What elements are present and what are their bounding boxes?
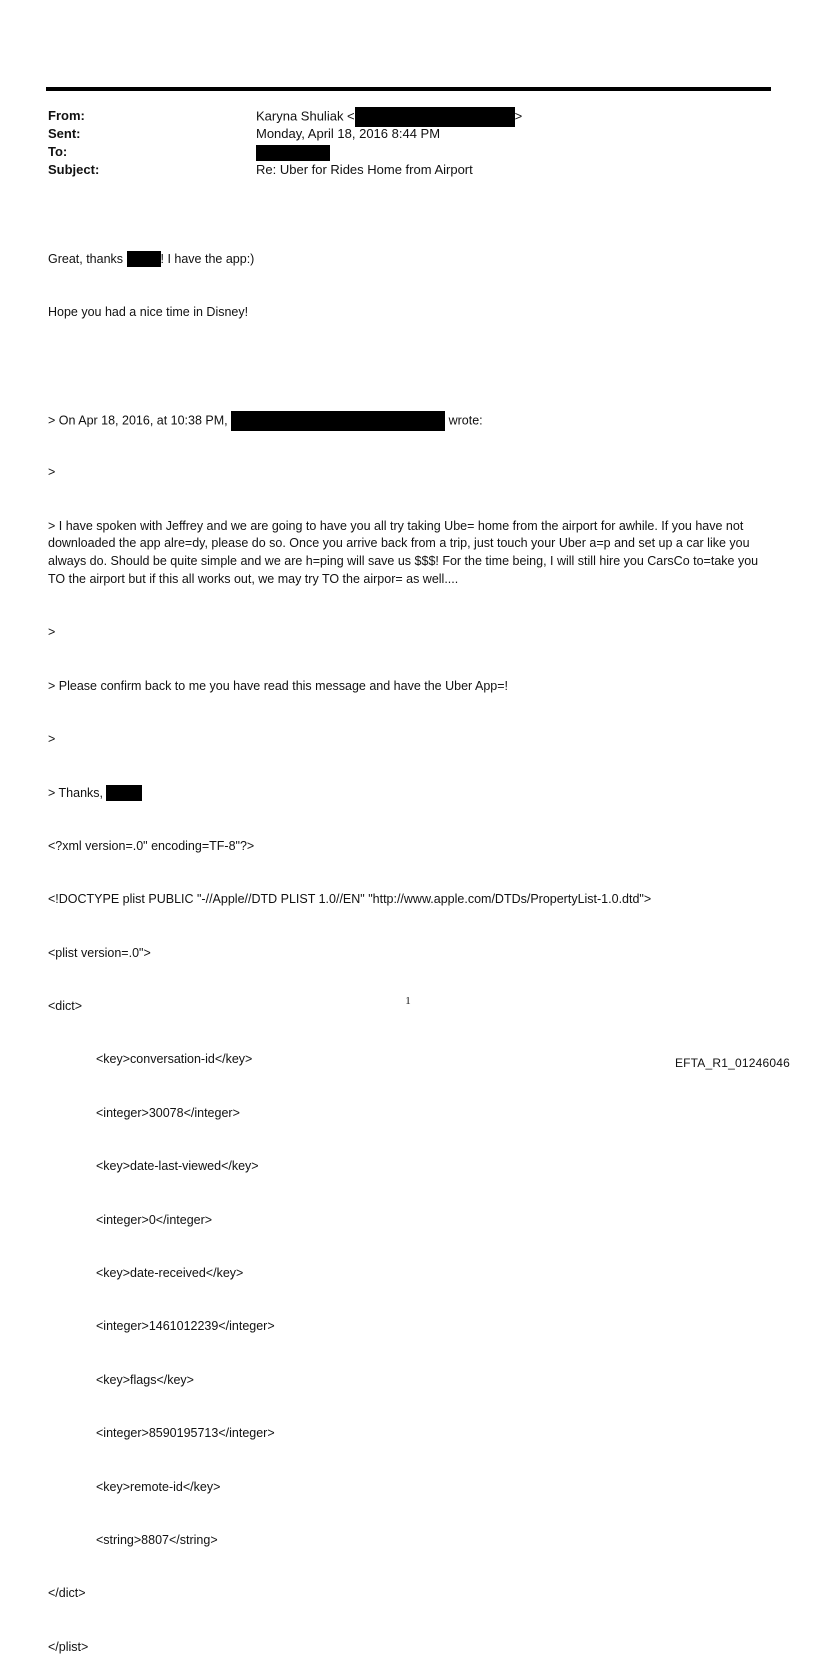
plist-entry: <key>date-last-viewed</key>	[96, 1159, 259, 1174]
to-value	[256, 143, 330, 161]
xml-declaration: <?xml version=.0" encoding=TF-8"?>	[48, 838, 255, 853]
redaction-block	[355, 107, 515, 127]
quote-marker: >	[48, 465, 56, 480]
subject-label: Subject:	[48, 162, 100, 177]
greeting-line	[48, 251, 778, 269]
plist-close: </plist>	[48, 1639, 89, 1654]
plist-entry: <integer>30078</integer>	[96, 1105, 240, 1120]
subject-value: Re: Uber for Rides Home from Airport	[256, 162, 473, 177]
blank-line	[48, 357, 778, 375]
message-body	[48, 215, 778, 1674]
plist-entry: <integer>1461012239</integer>	[96, 1319, 275, 1334]
quote-marker: >	[48, 625, 56, 640]
from-value	[256, 107, 522, 127]
quote-paragraph: > I have spoken with Jeffrey and we are going to have you all try taking Ube= home from the airport for awhile. If you have not downloaded the app alre=dy, please do so. Once you arrive back from a trip, just touch your Uber a=p and set up a car like you always do. Should be quite simple and we are h=ping will save us $$$! For the time being, I will still hire you CarsCo to=take you TO the airport but if this all works out, we may try TO the airpor= as well....	[48, 518, 759, 586]
to-label: To:	[48, 144, 68, 159]
plist-entry: <integer>0</integer>	[96, 1212, 213, 1227]
from-label: From:	[48, 108, 85, 123]
from-name: Karyna Shuliak <	[256, 108, 355, 124]
quote-intro-end: wrote:	[445, 413, 483, 428]
header-rule	[46, 87, 771, 91]
quote-marker: >	[48, 732, 56, 747]
thanks-text: > Thanks,	[48, 785, 107, 800]
plist-open: <plist version=.0">	[48, 945, 151, 960]
redaction-block	[106, 785, 142, 801]
sent-label: Sent:	[48, 126, 81, 141]
sent-value: Monday, April 18, 2016 8:44 PM	[256, 126, 441, 141]
plist-entry: <integer>8590195713</integer>	[96, 1426, 275, 1441]
plist-entry: <key>remote-id</key>	[96, 1479, 221, 1494]
redaction-block	[231, 411, 445, 431]
page-number: 1	[405, 995, 411, 1007]
from-close: >	[514, 108, 523, 124]
redaction-block	[127, 251, 161, 267]
confirm-line: > Please confirm back to me you have read this message and have the Uber App=!	[48, 678, 508, 693]
greeting-text: Great, thanks	[48, 251, 127, 266]
disney-line: Hope you had a nice time in Disney!	[48, 304, 249, 319]
dict-close: </dict>	[48, 1586, 86, 1601]
plist-entry: <string>8807</string>	[96, 1532, 218, 1547]
plist-entry: <key>date-received</key>	[96, 1266, 244, 1281]
quote-intro-text: > On Apr 18, 2016, at 10:38 PM,	[48, 413, 232, 428]
plist-entry: <key>flags</key>	[96, 1372, 194, 1387]
document-id: EFTA_R1_01246046	[674, 1056, 790, 1070]
quote-intro-line	[48, 411, 778, 429]
thanks-line	[48, 785, 778, 803]
redaction-block	[256, 145, 330, 161]
greeting-text-end: ! I have the app:)	[160, 251, 255, 266]
dict-open: <dict>	[48, 999, 83, 1014]
plist-entry: <key>conversation-id</key>	[96, 1052, 253, 1067]
doctype-line: <!DOCTYPE plist PUBLIC "-//Apple//DTD PLIST 1.0//EN" "http://www.apple.com/DTDs/PropertyList-1.0.dtd">	[48, 892, 652, 907]
